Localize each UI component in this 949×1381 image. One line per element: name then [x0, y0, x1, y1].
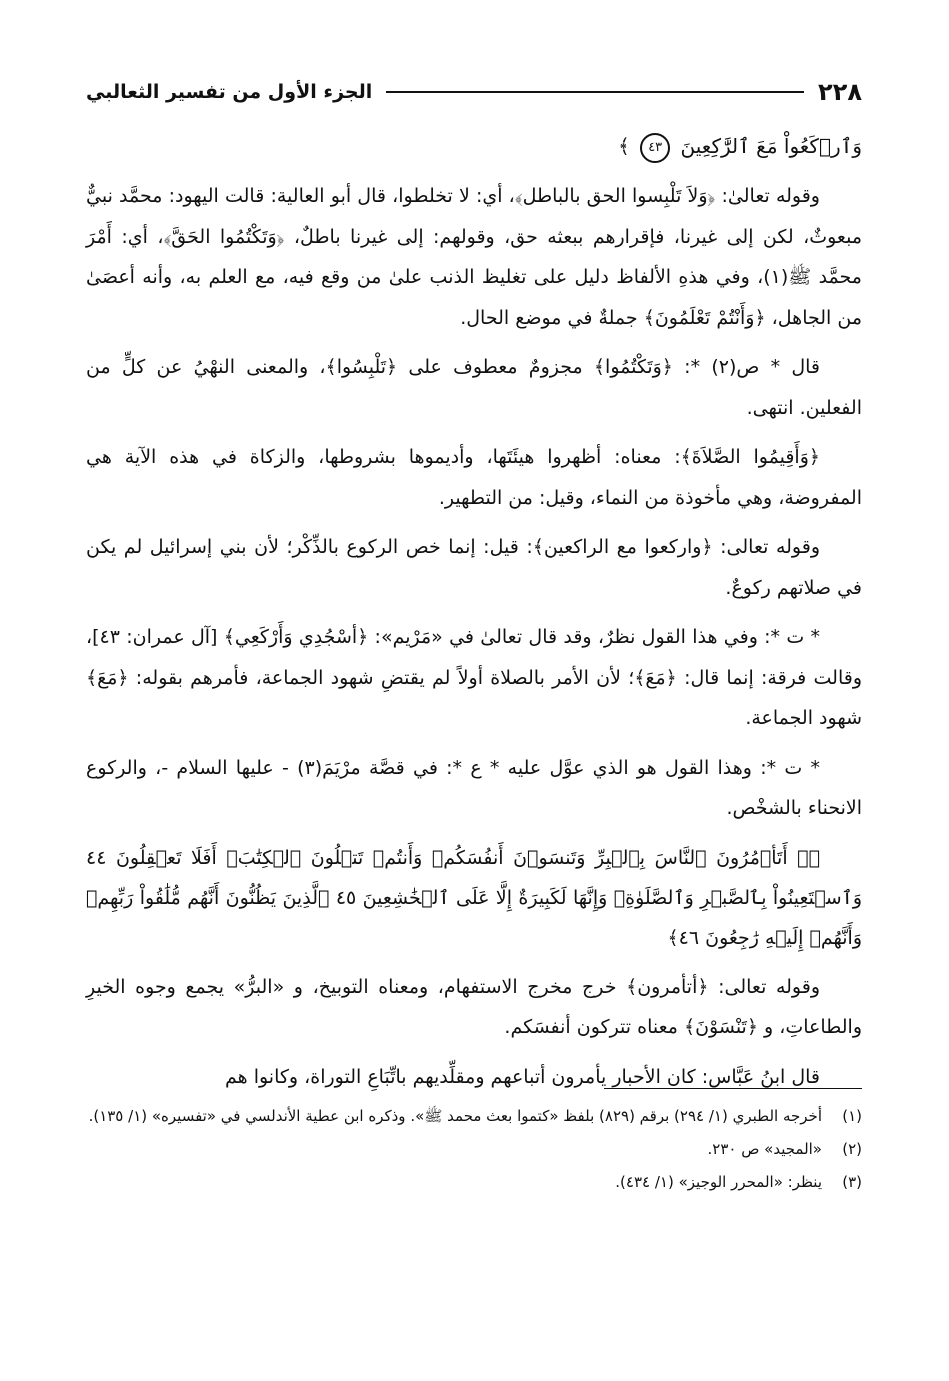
footnote-number: (٣): [842, 1173, 862, 1191]
quran-closing-bracket: ﴾: [618, 134, 630, 158]
paragraph: وقوله تعالىٰ: ﴿وَلاَ تَلْبِسوا الحق بالباطل﴾، أي: لا تخلطوا، قال أبو العالية: قالت اليهود: محمَّد نبيٌّ مبعوثٌ، لكن إلى غيرنا، فإقرارهم ببعثه حق، وقولهم: إلى غيرنا باطلٌ، ﴿وَتَكْتُمُوا الحَقَّ﴾، أي: أَمْرَ محمَّد ﷺ(١)، وفي هذهِ الألفاظ دليل على تغليظ الذنب علىٰ من وقع فيه، مع العلم به، وأنه أعصَىٰ من الجاهل، ﴿وَأَنْتُمْ تَعْلَمُونَ﴾ جملةٌ في موضع الحال.: [86, 185, 862, 329]
paragraph: قال ابنُ عَبَّاس: كان الأحبار يأمرون أتباعهم ومقلِّديهم باتِّبَاعِ التوراة، وكانوا هم: [225, 1065, 820, 1088]
footnotes: [86, 1100, 862, 1199]
book-page: [86, 70, 862, 1330]
header-rule: [386, 91, 804, 93]
footnote-divider: [604, 1088, 862, 1089]
running-title: الجزء الأول من تفسير الثعالبي: [86, 81, 373, 103]
page-header: [86, 70, 862, 114]
quran-verses-block: ﴿۞ أَتَأۡمُرُونَ ٱلنَّاسَ بِٱلۡبِرِّ وَتَنسَوۡنَ أَنفُسَكُمۡ وَأَنتُمۡ تَتۡلُونَ ٱلۡكِتَٰبَۚ أَفَلَا تَعۡقِلُونَ ٤٤ وَٱسۡتَعِينُواْ بِٱلصَّبۡرِ وَٱلصَّلَوٰةِۚ وَإِنَّهَا لَكَبِيرَةٌ إِلَّا عَلَى ٱلۡخَٰشِعِينَ ٤٥ ٱلَّذِينَ يَظُنُّونَ أَنَّهُم مُّلَٰقُواْ رَبِّهِمۡ وَأَنَّهُمۡ إِلَيۡهِ رَٰجِعُونَ ٤٦﴾: [86, 846, 862, 949]
footnote-number: (٢): [842, 1140, 862, 1158]
quran-opening-text: وَٱرۡكَعُواْ مَعَ ٱلرَّٰكِعِينَ: [680, 134, 862, 158]
footnote: [86, 1166, 862, 1199]
paragraph: وقوله تعالى: ﴿واركعوا مع الراكعين﴾: قيل: إنما خص الركوع بالذِّكْر؛ لأن بني إسرائيل لم يكن في صلاتهم ركوعٌ.: [86, 536, 862, 599]
footnote-text: أخرجه الطبري (١/ ٢٩٤) برقم (٨٢٩) بلفظ «كتموا بعث محمد ﷺ». وذكره ابن عطية الأندلسي في «تفسيره» (١/ ١٣٥).: [88, 1107, 822, 1125]
page-number: ٢٢٨: [818, 78, 862, 106]
quran-opening-line: [86, 126, 862, 166]
paragraph: * ت *: وهذا القول هو الذي عوَّل عليه * ع *: في قصَّة مرْيَمَ(٣) - عليها السلام -، والركوع الانحناء بالشخْص.: [86, 756, 862, 819]
paragraph: * ت *: وفي هذا القول نظرٌ، وقد قال تعالىٰ في «مَرْيم»: ﴿أسْجُدِي وَأَرْكَعِي﴾ [آل عمران: ٤٣]، وقالت فرقة: إنما قال: ﴿مَعَ﴾؛ لأن الأمر بالصلاة أولاً لم يقتضِ شهود الجماعة، فأمرهم بقوله: ﴿مَعَ﴾ شهود الجماعة.: [86, 626, 862, 729]
paragraph: قال * ص(٢) *: ﴿وَتَكْتُمُوا﴾ مجزومٌ معطوف على ﴿تَلْبِسُوا﴾، والمعنى النهْيُ عن كلٍّ من الفعلين. انتهى.: [86, 356, 862, 419]
paragraph: وقوله تعالى: ﴿أتأمرون﴾ خرج مخرج الاستفهام، ومعناه التوبيخ، و «البرُّ» يجمع وجوه الخيرِ والطاعاتِ، و ﴿تَنْسَوْنَ﴾ معناه تتركون أنفسَكم.: [86, 975, 862, 1038]
main-text: [86, 126, 862, 1097]
footnote-text: ينظر: «المحرر الوجيز» (١/ ٤٣٤).: [615, 1173, 822, 1191]
footnote: [86, 1100, 862, 1133]
footnote-number: (١): [842, 1107, 862, 1125]
footnote-text: «المجيد» ص ٢٣٠.: [707, 1140, 822, 1158]
paragraph: ﴿وَأَقِيمُوا الصَّلاَةَ﴾: معناه: أظهروا هيئَتَها، وأديموها بشروطها، والزكاة في هذه الآية هي المفروضة، وهي مأخوذة من النماء، وقيل: من التطهير.: [86, 446, 862, 509]
footnote: [86, 1133, 862, 1166]
verse-number-marker: ٤٣: [640, 133, 670, 163]
